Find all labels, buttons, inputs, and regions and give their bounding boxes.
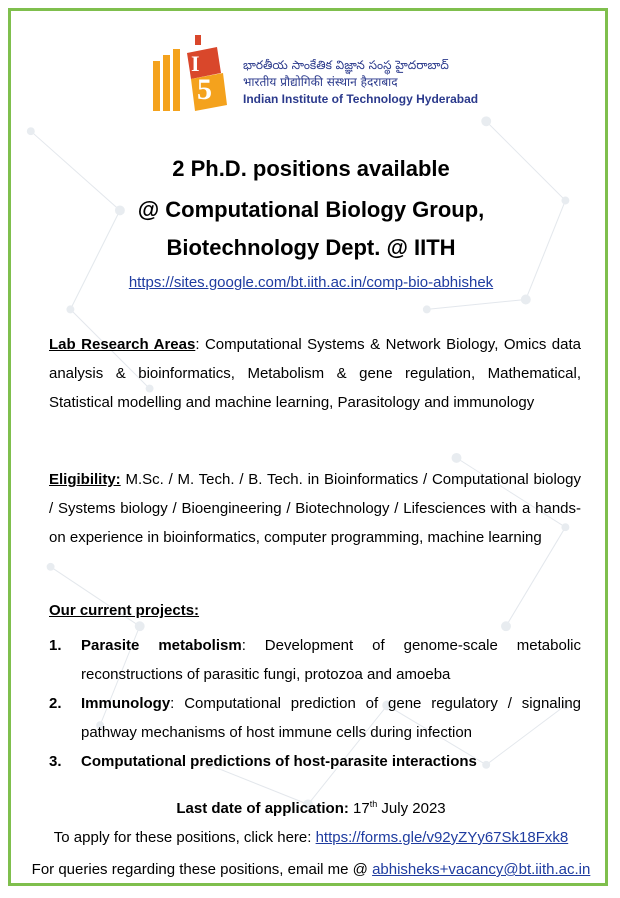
poster-frame (8, 8, 608, 886)
iith-logo (151, 33, 571, 123)
last-date-rest: July 2023 (377, 800, 446, 817)
logo-line-english: Indian Institute of Technology Hyderabad (243, 92, 479, 106)
logo-line-telugu: భారతీయ సాంకేతిక విజ్ఞాన సంస్థ హైదరాబాద్ (243, 58, 449, 72)
project-title: Parasite metabolism (81, 637, 242, 654)
research-text: : Computational Systems & Network Biology, Omics data analysis & bioinformatics, Metabolism & gene regulation, Mathematical, Statistical modelling and machine learning, Parasitology and immunology (49, 336, 582, 411)
research-areas (49, 330, 581, 417)
list-number: 1. (49, 637, 62, 654)
iith-emblem-icon (151, 33, 235, 117)
svg-text:I: I (191, 51, 200, 76)
apply-line (11, 829, 608, 846)
projects-heading: Our current projects: (49, 602, 200, 619)
logo-text (243, 57, 478, 108)
list-number: 2. (49, 695, 62, 712)
query-text: For queries regarding these positions, email me @ (31, 861, 373, 878)
apply-form-link[interactable]: https://forms.gle/v92yZYy67Sk18Fxk8 (315, 829, 569, 846)
eligibility (49, 465, 581, 552)
title-line-1: 2 Ph.D. positions available (172, 156, 450, 181)
apply-text: To apply for these positions, click here: (53, 829, 316, 846)
project-title: Immunology (81, 695, 171, 712)
last-date-day: 17 (348, 800, 370, 817)
contact-email-link[interactable]: abhisheks+vacancy@bt.iith.ac.in (372, 861, 591, 878)
eligibility-label: Eligibility: (49, 471, 121, 488)
project-text: : Development of genome-scale metabolic reconstructions of parasitic fungi, protozoa and amoeba (81, 637, 581, 683)
title-line-2: @ Computational Biology Group, (137, 197, 485, 222)
lab-website-link[interactable]: https://sites.google.com/bt.iith.ac.in/comp-bio-abhishek (128, 274, 494, 291)
projects-list (49, 631, 581, 776)
list-number: 3. (49, 753, 62, 770)
list-item (49, 631, 581, 689)
last-date-label: Last date of application: (176, 800, 349, 817)
list-item (49, 689, 581, 747)
project-title: Computational predictions of host-parasite interactions (81, 753, 477, 770)
project-text: : Computational prediction of gene regulatory / signaling pathway mechanisms of host immune cells during infection (81, 695, 581, 741)
list-item (49, 747, 581, 776)
last-date-suffix: th (369, 799, 378, 809)
queries-line (11, 861, 608, 878)
logo-line-hindi: भारतीय प्रौद्योगिकी संस्थान हैदराबाद (243, 75, 398, 89)
eligibility-text: M.Sc. / M. Tech. / B. Tech. in Bioinformatics / Computational biology / Systems biology / Bioengineering / Biotechnology / Lifesciences with a hands-on experience in bioinformatics, computer programming, machine learning (49, 471, 581, 546)
lab-website (11, 274, 608, 291)
research-label: Lab Research Areas (49, 336, 196, 353)
last-date (11, 799, 608, 817)
title-line-3: Biotechnology Dept. @ IITH (166, 235, 456, 260)
svg-text:5: 5 (197, 73, 212, 106)
